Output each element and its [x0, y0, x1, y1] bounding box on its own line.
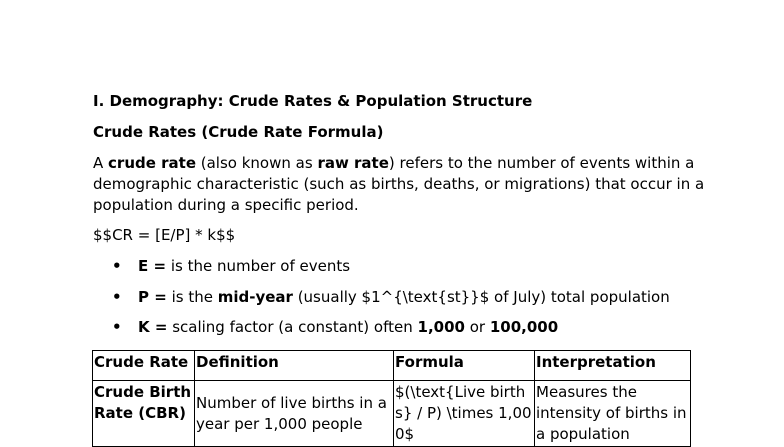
intro-term-crude-rate: crude rate: [108, 154, 196, 172]
intro-term-raw-rate: raw rate: [317, 154, 389, 172]
column-header-interpretation: Interpretation: [535, 351, 691, 381]
cell-definition: Number of live births in a year per 1,000 people: [195, 381, 394, 447]
bullet-bold-term: mid-year: [217, 288, 293, 306]
bullet-value: 1,000: [417, 318, 465, 336]
bullet-text: scaling factor (a constant) often: [167, 318, 418, 336]
crude-rate-formula: $$CR = [E/P] * k$$: [93, 226, 236, 244]
bullet-dot: •: [112, 257, 122, 275]
bullet-key: P =: [138, 288, 167, 306]
bullet-text: (usually $1^{\text{st}}$ of July) total population: [292, 288, 670, 306]
section-title: I. Demography: Crude Rates & Population Structure: [93, 92, 533, 110]
intro-text-1: A: [93, 154, 109, 172]
bullet-text: is the number of events: [166, 257, 351, 275]
bullet-text: or: [464, 318, 490, 336]
bullet-p: [112, 288, 670, 306]
table-header-row: [93, 351, 691, 381]
bullet-key: K =: [138, 318, 168, 336]
bullet-k: [112, 318, 558, 336]
cell-crude-rate: Crude Birth Rate (CBR): [93, 381, 195, 447]
bullet-value: 100,000: [489, 318, 559, 336]
intro-text-3: ) refers to the number of events within a demographic characteristic (such as births, deaths, or migrations) that occur in a population during a specific period.: [93, 154, 705, 214]
bullet-key: E =: [138, 257, 167, 275]
column-header-formula: Formula: [394, 351, 535, 381]
crude-rates-table: [92, 350, 691, 447]
bullet-dot: •: [112, 288, 122, 306]
table-row: [93, 381, 691, 447]
bullet-e: [112, 257, 350, 275]
intro-paragraph: [93, 153, 713, 216]
column-header-crude-rate: Crude Rate: [93, 351, 195, 381]
cell-formula: $(\text{Live births} / P) \times 1,000$: [394, 381, 535, 447]
column-header-definition: Definition: [195, 351, 394, 381]
subsection-title: Crude Rates (Crude Rate Formula): [93, 123, 384, 141]
bullet-text: is the: [166, 288, 218, 306]
bullet-dot: •: [112, 318, 122, 336]
cell-interpretation: Measures the intensity of births in a population: [535, 381, 691, 447]
intro-text-2: (also known as: [196, 154, 318, 172]
